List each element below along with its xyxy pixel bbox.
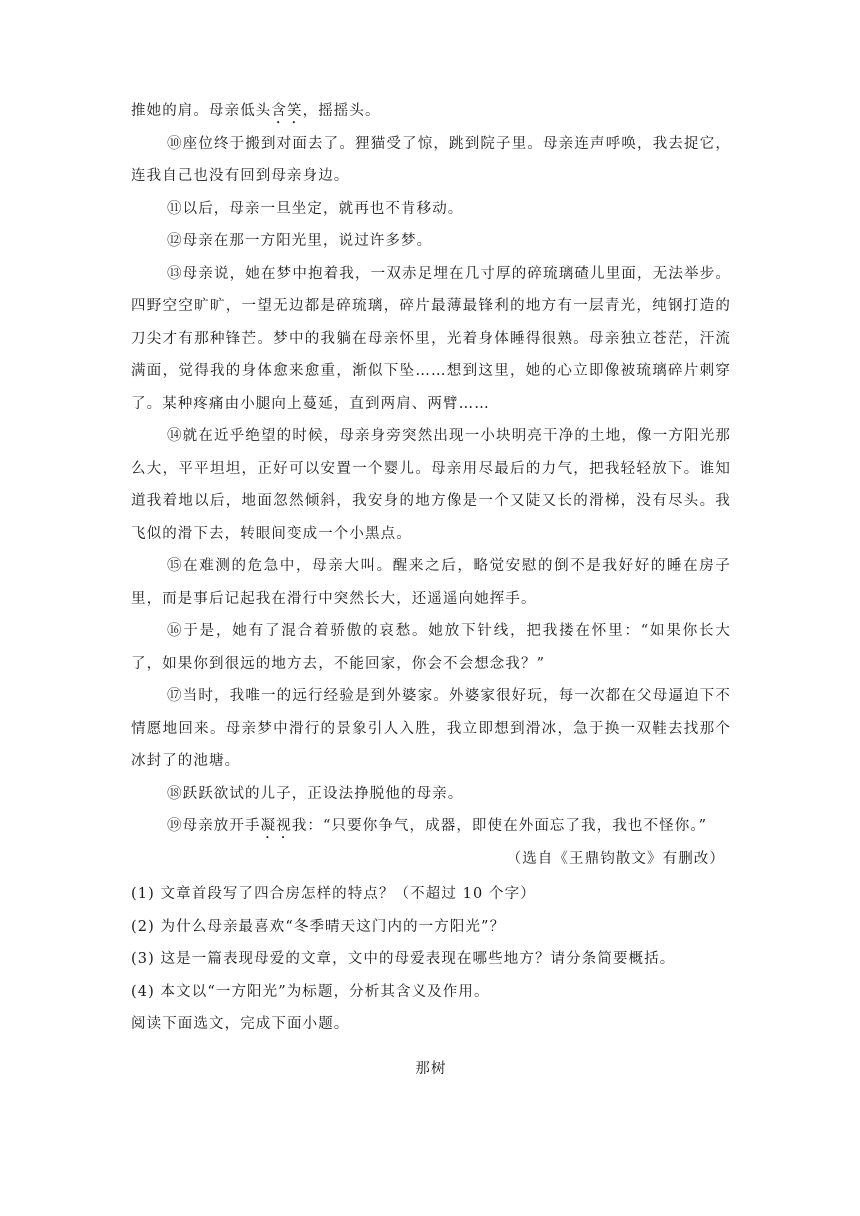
question-3: (3) 这是一篇表现母爱的文章，文中的母爱表现在哪些地方？请分条简要概括。 xyxy=(131,951,676,967)
paragraph-text: ⑲母亲放开手 xyxy=(167,818,261,834)
question-4: (4) 本文以“一方阳光”为标题，分析其含义及作用。 xyxy=(131,983,490,1000)
emphasized-word: 含笑 xyxy=(271,103,303,119)
source-citation: （选自《王鼎钧散文》有删改） xyxy=(506,850,725,867)
question-2: (2) 为什么母亲最喜欢“冬季晴天这门内的一方阳光”？ xyxy=(131,918,506,935)
paragraph-17: ⑰当时，我唯一的远行经验是到外婆家。外婆家很好玩，每一次都在父母逼迫下不情愿地回来。母亲梦中滑行的景象引人入胜，我立即想到滑冰，急于换一双鞋去找那个冰封了的池塘。 xyxy=(131,688,731,769)
paragraph-19 xyxy=(131,810,731,843)
paragraph-18: ⑱跃跃欲试的儿子，正设法挣脱他的母亲。 xyxy=(167,785,464,802)
paragraph-15: ⑮在难测的危急中，母亲大叫。醒来之后，略觉安慰的倒不是我好好的睡在房子里，而是事后记起我在滑行中突然长大，还遥遥向她挥手。 xyxy=(131,558,731,607)
paragraph-12: ⑫母亲在那一方阳光里，说过许多梦。 xyxy=(167,233,433,249)
emphasized-word: 凝视 xyxy=(260,818,292,834)
paragraph-text: ，摇摇头。 xyxy=(302,103,381,119)
paragraph-14: ⑭就在近乎绝望的时候，母亲身旁突然出现一小块明亮干净的土地，像一方阳光那么大，平平坦坦，正好可以安置一个婴儿。母亲用尽最后的力气，把我轻轻放下。谁知道我着地以后，地面忽然倾斜，我安身的地方像是一个又陡又长的滑梯，没有尽头。我飞似的滑下去，转眼间变成一个小黑点。 xyxy=(131,428,731,542)
paragraph-9-continued xyxy=(131,95,731,128)
paragraph-16: ⑯于是，她有了混合着骄傲的哀愁。她放下针线，把我搂在怀里：“如果你长大了，如果你到很远的地方去，不能回家，你会不会想念我？” xyxy=(131,623,731,672)
next-passage-title: 那树 xyxy=(415,1060,447,1077)
reading-instruction: 阅读下面选文，完成下面小题。 xyxy=(131,1016,350,1032)
paragraph-13: ⑬母亲说，她在梦中抱着我，一双赤足埋在几寸厚的碎琉璃碴儿里面，无法举步。四野空空旷旷，一望无边都是碎琉璃，碎片最薄最锋利的地方有一层青光，纯钢打造的刀尖才有那种锋芒。梦中的我躺在母亲怀里，光着身体睡得很熟。母亲独立苍茫，汗流满面，觉得我的身体愈来愈重，渐似下坠……想到这里，她的心立即像被琉璃碎片刺穿了。某种疼痛由小腿向上蔓延，直到两肩、两臂…… xyxy=(131,265,731,412)
paragraph-text: 我：“只要你争气，成器，即使在外面忘了我，我也不怪你。” xyxy=(291,818,708,834)
document-page xyxy=(131,95,731,1092)
paragraph-11: ⑪以后，母亲一旦坐定，就再也不肯移动。 xyxy=(167,200,464,217)
paragraph-text: 推她的肩。母亲低头 xyxy=(131,103,272,119)
question-1: (1) 文章首段写了四合房怎样的特点？（不超过 10 个字） xyxy=(131,886,536,902)
paragraph-10: ⑩座位终于搬到对面去了。狸猫受了惊，跳到院子里。母亲连声呼唤，我去捉它，连我自己也没有回到母亲身边。 xyxy=(131,135,731,184)
